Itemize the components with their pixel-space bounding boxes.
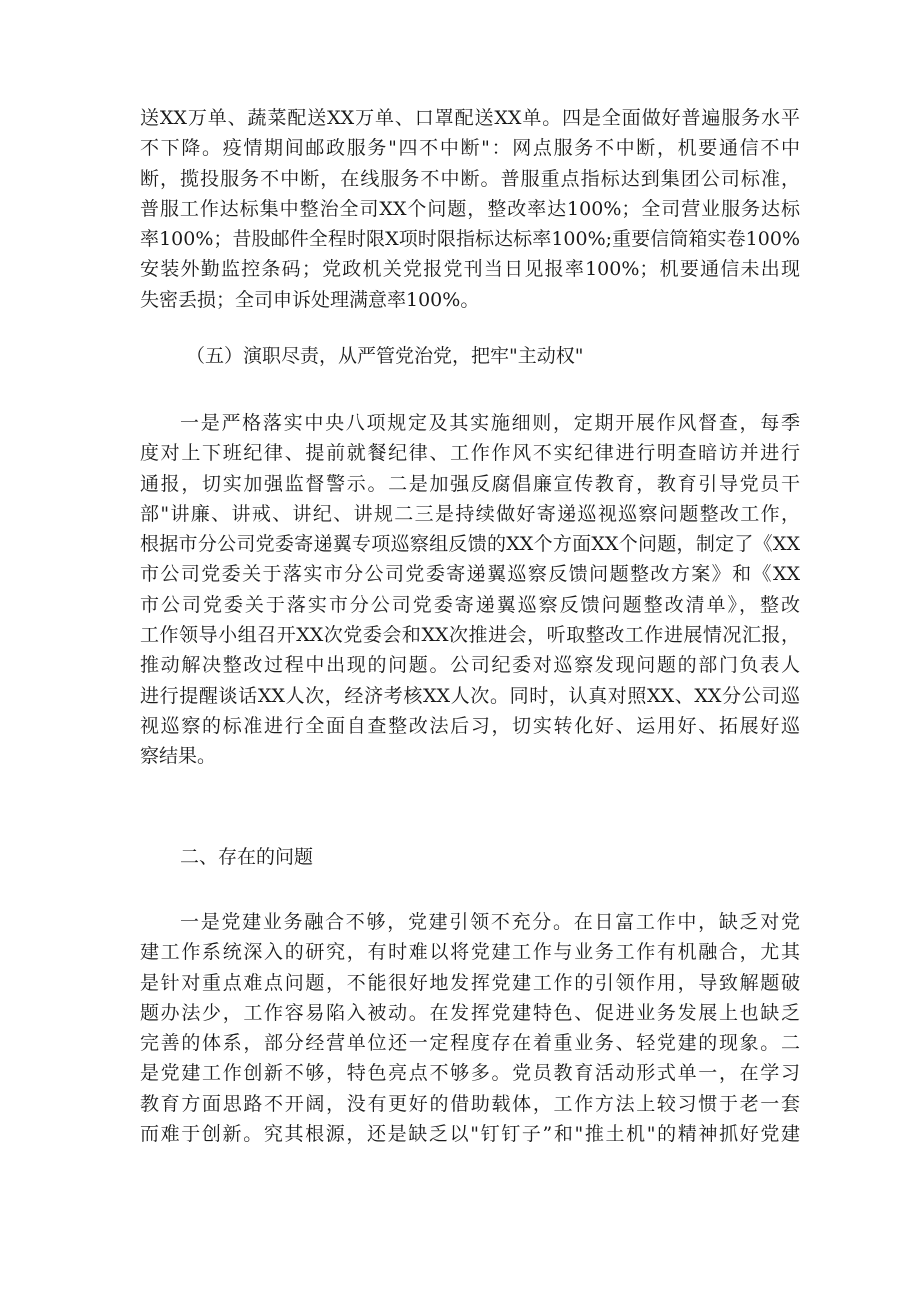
text-line: 通报，切实加强监督警示。二是加强反腐倡廉宣传教育，教育引导党员干 [140, 472, 800, 495]
text-line: 度对上下班纪律、提前就餐纪律、工作作风不实纪律进行明查暗访并进行 [140, 442, 800, 465]
text-line: 失密丢损；全司申诉处理满意率100%。 [140, 288, 480, 311]
text-line: 建工作系统深入的研究，有时难以将党建工作与业务工作有机融合，尤其 [140, 941, 800, 964]
text-line: 是针对重点难点问题，不能很好地发挥党建工作的引领作用，导致解题破 [140, 971, 800, 994]
text-line: 完善的体系，部分经营单位还一定程度存在着重业务、轻党建的现象。二 [140, 1032, 800, 1055]
text-line: 安装外勤监控条码；党政机关党报党刊当日见报率100%；机要通信未出现 [140, 258, 800, 281]
text-line: 根据市分公司党委寄递翼专项巡察组反馈的XX个方面XX个问题，制定了《XX [140, 533, 800, 556]
text-line: 而难于创新。究其根源，还是缺乏以"钉钉子”和"推土机"的精神抓好党建 [140, 1123, 800, 1146]
text-line: 部"讲廉、讲戒、讲纪、讲规二三是持续做好寄递巡视巡察问题整改工作， [140, 502, 800, 525]
text-line: 一是严格落实中央八项规定及其实施细则，定期开展作风督查，每季 [180, 412, 800, 434]
text-line: 断，揽投服务不中断，在线服务不中断。普服重点指标达到集团公司标准， [140, 167, 800, 190]
text-line: 送XX万单、蔬菜配送XX万单、口罩配送XX单。四是全面做好普遍服务水平 [140, 107, 800, 129]
text-line: 察结果。 [140, 745, 217, 768]
text-line: 是党建工作创新不够，特色亮点不够多。党员教育活动形式单一，在学习 [140, 1062, 800, 1085]
section-heading-five: （五）演职尽责，从严管党治党，把牢"主动权" [186, 345, 584, 367]
paragraph-party-discipline [140, 408, 800, 772]
text-line: 视巡察的标准进行全面自查整改法后习，切实转化好、运用好、拓展好巡 [140, 714, 800, 737]
text-line: 普服工作达标集中整治全司XX个问题，整改率达100%；全司营业服务达标 [140, 197, 800, 220]
text-line: 题办法少，工作容易陷入被动。在发挥党建特色、促进业务发展上也缺乏 [140, 1001, 800, 1024]
text-line: 教育方面思路不开阔，没有更好的借助载体，工作方法上较习惯于老一套 [140, 1092, 800, 1115]
section-heading-problems: 二、存在的问题 [180, 846, 314, 868]
text-line: 进行提醒谈话XX人次，经济考核XX人次。同时，认真对照XX、XX分公司巡 [140, 684, 800, 707]
text-line: 推动解决整改过程中出现的问题。公司纪委对巡察发现问题的部门负表人 [140, 654, 800, 677]
text-line: 市公司党委关于落实市分公司党委寄递翼巡察反馈问题整改清单》，整改 [140, 593, 800, 616]
text-line: 率100%；昔股邮件全程时限X项时限指标达标率100%;重要信筒箱实卷100% [140, 228, 800, 251]
text-line: 不下降。疫情期间邮政服务"四不中断"：网点服务不中断，机要通信不中 [140, 137, 800, 160]
paragraph-service-quality [140, 103, 800, 315]
paragraph-existing-problems [140, 907, 800, 1149]
text-line: 工作领导小组召开XX次党委会和XX次推进会，听取整改工作进展情况汇报， [140, 624, 800, 647]
text-line: 一是党建业务融合不够，党建引领不充分。在日富工作中，缺乏对党 [180, 911, 800, 933]
text-line: 市公司党委关于落实市分公司党委寄递翼巡察反馈问题整改方案》和《XX [140, 563, 800, 586]
